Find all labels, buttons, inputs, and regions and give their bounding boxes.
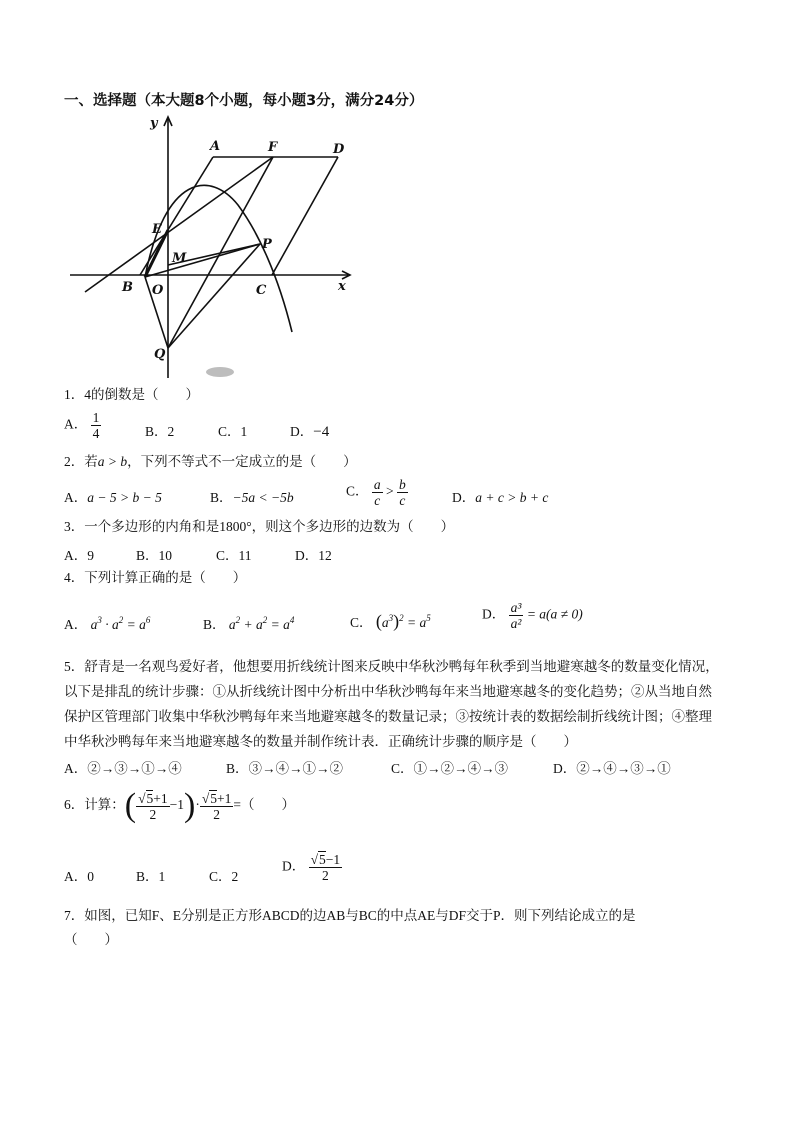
label-E: E: [152, 222, 162, 237]
q4-c-label: C．: [350, 615, 373, 630]
q6-frac2-plus: +1: [217, 790, 232, 806]
q1-a-den: 4: [92, 426, 100, 441]
q4-d-fraction: [509, 600, 524, 631]
q2-d-label: D．: [452, 490, 476, 505]
q2-condition: a > b: [97, 454, 128, 469]
q5-line-4: 中华秋沙鸭每年来当地避寒越冬的数量并制作统计表．正确统计步骤的顺序是（ ）: [64, 734, 577, 749]
q6-frac2-num: √5+1: [201, 790, 232, 806]
q4-stem: 4．下列计算正确的是（ ）: [64, 570, 247, 585]
q4-c-expr: $(a^3)^2 = a^5$: [375, 611, 431, 631]
q2-c-frac1: [372, 477, 383, 508]
q2-c-d1: c: [374, 493, 381, 508]
q7-line-1: 7．如图，已知F、E分别是正方形ABCD的边AB与BC的中点AE与DF交于P．则下列结论成立的是: [64, 908, 636, 923]
line-through-E-F: [85, 157, 273, 292]
q6-option-c: C．2: [209, 869, 239, 884]
q2-stem-post: ，下列不等式不一定成立的是（ ）: [127, 454, 357, 469]
q6-minus-one: −1: [169, 797, 184, 813]
q3-option-b: B．10: [136, 548, 173, 563]
q6-frac-2: [200, 791, 234, 822]
q2-a-label: A．: [64, 490, 88, 505]
q6-frac2-radicand: 5: [210, 790, 217, 806]
q2-c-label: C．: [346, 483, 369, 499]
q2-c-op: >: [386, 483, 394, 499]
q3-option-d: D．12: [295, 548, 332, 563]
q4-option-b: [203, 613, 294, 633]
segment-BE: [145, 230, 168, 277]
q2-d-expr: a + c > b + c: [475, 490, 549, 505]
q2-stem-pre: 2．若: [64, 454, 98, 469]
q1-d-label: D．: [290, 424, 314, 439]
label-O: O: [152, 283, 164, 298]
q4-d-label: D．: [482, 606, 506, 622]
q2-c-d2: c: [399, 493, 406, 508]
segment-DC: [272, 157, 338, 275]
q1-option-c: C．1: [218, 424, 248, 439]
q6-d-num: √5−1: [310, 852, 341, 867]
q6-frac2-den: 2: [213, 806, 220, 822]
q4-d-num: a³: [510, 600, 522, 615]
q4-option-d: [482, 600, 583, 631]
q1-a-label: A．: [64, 416, 88, 432]
q6-frac1-plus: +1: [153, 790, 168, 806]
q1-option-d: [290, 420, 329, 441]
q5-option-d: D．②→④→③→①: [553, 761, 671, 776]
q2-option-d: [452, 486, 548, 506]
geometry-figure: [60, 112, 360, 384]
watermark-smudge: [206, 367, 234, 377]
q1-stem: 1．4的倒数是（ ）: [64, 387, 199, 402]
q2-c-frac2: [397, 477, 408, 508]
q4-b-expr: $a^2 + a^2 = a^4$: [228, 615, 295, 632]
q4-a-expr: $a^3 \cdot a^2 = a^6$: [90, 615, 151, 632]
q6-option-a: A．0: [64, 869, 94, 884]
q1-option-b: B．2: [145, 424, 175, 439]
q6-frac1-den: 2: [149, 806, 157, 822]
label-C: C: [256, 283, 267, 298]
q2-c-n2: b: [399, 477, 406, 492]
section-title: 一、选择题（本大题8个小题，每小题3分，满分24分）: [64, 93, 424, 109]
q6-option-b: B．1: [136, 869, 166, 884]
parabola: [145, 185, 292, 332]
q4-option-c: [350, 611, 431, 632]
q6-d-label: D．: [282, 858, 306, 874]
q4-d-rhs: = a(a ≠ 0): [526, 606, 583, 622]
q4-option-a: [64, 613, 150, 633]
q2-b-expr: −5a < −5b: [232, 490, 294, 505]
q2-c-n1: a: [373, 477, 381, 492]
q2-b-label: B．: [210, 490, 233, 505]
q6-stem-post: =（ ）: [233, 797, 295, 813]
q6-stem-pre: 6．计算：: [64, 797, 125, 813]
q5-option-b: B．③→④→①→②: [226, 761, 344, 776]
label-P: P: [262, 237, 272, 252]
q2-a-expr: a − 5 > b − 5: [87, 490, 162, 505]
q3-option-c: C．11: [216, 548, 252, 563]
q6-d-minus: −1: [325, 852, 341, 867]
q6-d-fraction: [309, 852, 343, 883]
label-B: B: [122, 280, 133, 295]
q6-d-den: 2: [322, 868, 329, 883]
q6-expression: 6．计算：( $\frac{√5+1}{2}$ −1)· $\frac{√5+1}{2}$ =（ ）: [64, 787, 295, 824]
q5-option-a: A．②→③→①→④: [64, 761, 182, 776]
q2-option-b: [210, 486, 294, 506]
label-y: y: [150, 116, 158, 131]
q1-option-a: [64, 410, 101, 441]
segment-BP: [145, 244, 260, 277]
q4-b-label: B．: [203, 617, 226, 632]
q6-frac1-num: √5+1: [138, 790, 168, 806]
q4-d-den: a²: [510, 616, 522, 631]
q6-left-paren: (: [124, 787, 137, 824]
q5-line-2: 以下是排乱的统计步骤：①从折线统计图中分析出中华秋沙鸭每年来当地避寒越冬的变化趋势；②从当地自然: [64, 684, 712, 699]
q5-line-3: 保护区管理部门收集中华秋沙鸭每年来当地避寒越冬的数量记录；③按统计表的数据绘制折线统计图；④整理: [64, 709, 712, 724]
q6-option-d: [282, 852, 342, 883]
q2-stem: [64, 453, 357, 471]
q1-a-num: 1: [92, 410, 100, 425]
q6-d-radicand: 5: [319, 852, 326, 867]
q1-d-value: −4: [313, 424, 330, 440]
q5-option-c: C．①→②→④→③: [391, 761, 509, 776]
q1-a-fraction: [91, 410, 102, 441]
q2-option-a: [64, 486, 162, 506]
q4-a-label: A．: [64, 617, 88, 632]
label-x: x: [338, 279, 346, 294]
label-Q: Q: [154, 347, 166, 362]
q3-stem: 3．一个多边形的内角和是1800°，则这个多边形的边数为（ ）: [64, 519, 455, 534]
q6-frac-1: [136, 791, 170, 822]
q5-line-1: 5．舒青是一名观鸟爱好者，他想要用折线统计图来反映中华秋沙鸭每年秋季到当地避寒越冬的数量变化情况，: [64, 659, 719, 674]
q6-frac1-radicand: 5: [146, 790, 154, 806]
q3-option-a: A．9: [64, 548, 94, 563]
q6-right-paren: ): [184, 787, 196, 824]
label-M: M: [172, 251, 187, 266]
label-D: D: [333, 142, 345, 157]
label-A: A: [210, 139, 221, 154]
q2-option-c: [346, 477, 408, 508]
q7-line-2: （ ）: [64, 932, 118, 947]
label-F: F: [268, 140, 278, 155]
